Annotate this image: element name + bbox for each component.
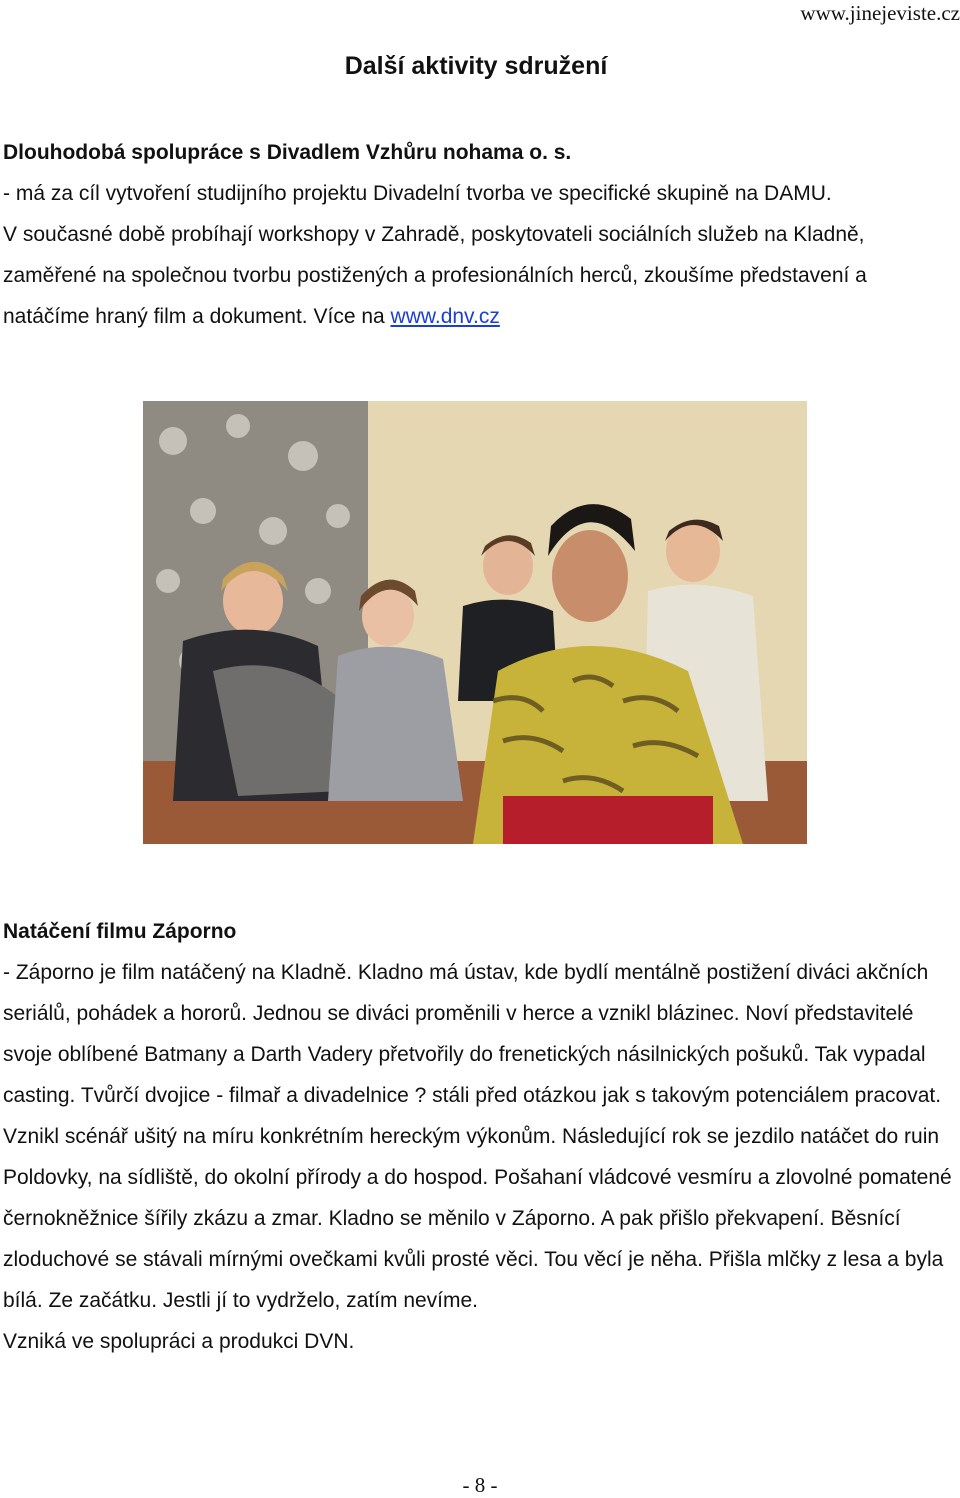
- workshop-photo-image: [143, 401, 807, 844]
- page-title: Další aktivity sdružení: [344, 52, 608, 80]
- section-heading-collaboration: Dlouhodobá spolupráce s Divadlem Vzhůru nohama o. s.: [3, 141, 572, 164]
- workshop-photo: [143, 401, 807, 844]
- collaboration-paragraph: [3, 214, 958, 337]
- collaboration-text: V současné době probíhají workshopy v Zahradě, poskytovateli sociálních služeb na Kladně, zaměřené na společnou tvorbu postižených a profesionálních herců, zkoušíme představení a natáčíme hraný film a dokument. Více na: [3, 223, 867, 328]
- section-film: [3, 911, 958, 1362]
- film-paragraph: - Záporno je film natáčený na Kladně. Kladno má ústav, kde bydlí mentálně postižení diváci akčních seriálů, pohádek a hororů. Jednou se diváci proměnili v herce a vznikl blázinec. Noví představitelé svoje oblíbené Batmany a Darth Vadery přetvořily do frenetických násilnických pošuků. Tak vypadal casting. Tvůrčí dvojice - filmař a divadelnice ? stáli před otázkou jak s takovým potenciálem pracovat. Vznikl scénář ušitý na míru konkrétním hereckým výkonům. Následující rok se jezdilo natáčet do ruin Poldovky, na sídliště, do okolní přírody a do hospod. Pošahaní vládcové vesmíru a zlovolné pomatené černokněžnice šířily zkázu a zmar. Kladno se měnilo v Záporno. A pak přišlo překvapení. Běsnící zloduchové se stávali mírnými ovečkami kvůli prosté věci. Tou věcí je něha. Přišla mlčky z lesa a byla bílá. Ze začátku. Jestli jí to vydrželo, zatím nevíme.: [3, 961, 952, 1312]
- header-url: www.jinejeviste.cz: [800, 1, 960, 25]
- section-collaboration: [3, 132, 958, 337]
- page-number: - 8 -: [462, 1473, 498, 1497]
- dnv-link[interactable]: www.dnv.cz: [390, 305, 500, 328]
- collaboration-goal-line: - má za cíl vytvoření studijního projektu Divadelní tvorba ve specifické skupině na DAMU.: [3, 182, 832, 205]
- section-heading-film: Natáčení filmu Záporno: [3, 920, 237, 943]
- film-closing: Vzniká ve spolupráci a produkci DVN.: [3, 1330, 355, 1353]
